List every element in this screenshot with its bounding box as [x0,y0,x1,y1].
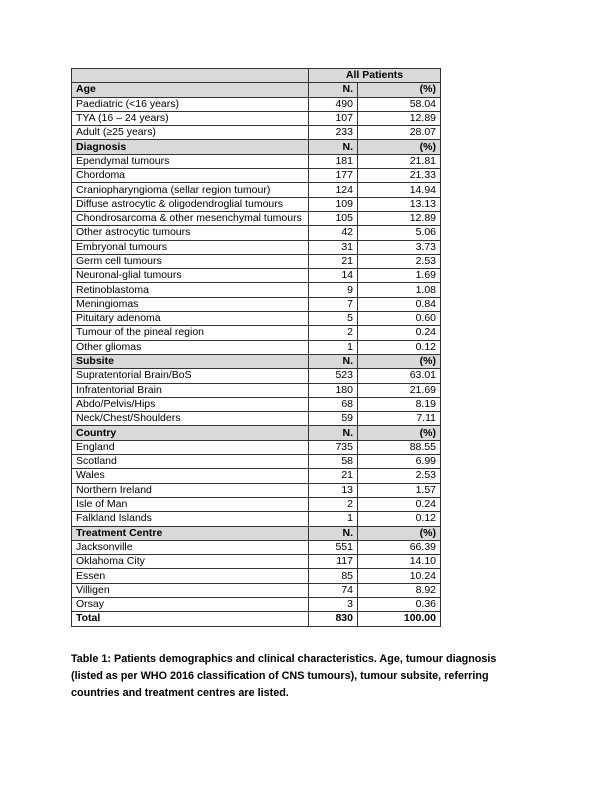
total-row [72,612,441,626]
n-column-header: N. [309,83,358,97]
row-count: 523 [309,369,358,383]
row-percent: 12.89 [358,211,441,225]
row-count: 58 [309,455,358,469]
percent-column-header: (%) [358,354,441,368]
table-row [72,340,441,354]
row-count: 735 [309,440,358,454]
row-count: 109 [309,197,358,211]
table-row [72,269,441,283]
row-label: Abdo/Pelvis/Hips [72,397,309,411]
section-title: Diagnosis [72,140,309,154]
row-label: Embryonal tumours [72,240,309,254]
row-count: 117 [309,555,358,569]
row-percent: 2.53 [358,469,441,483]
row-label: Ependymal tumours [72,154,309,168]
section-title: Treatment Centre [72,526,309,540]
row-percent: 3.73 [358,240,441,254]
table-row [72,412,441,426]
row-label: TYA (16 – 24 years) [72,111,309,125]
row-count: 21 [309,469,358,483]
total-percent: 100.00 [358,612,441,626]
row-count: 21 [309,254,358,268]
row-count: 3 [309,597,358,611]
row-count: 68 [309,397,358,411]
row-label: Paediatric (<16 years) [72,97,309,111]
row-label: Craniopharyngioma (sellar region tumour) [72,183,309,197]
empty-header-cell [72,69,309,83]
table-row [72,254,441,268]
table-row [72,455,441,469]
table-body [72,69,441,627]
table-row [72,512,441,526]
table-row [72,297,441,311]
row-percent: 0.24 [358,326,441,340]
row-label: Scotland [72,455,309,469]
table-row [72,197,441,211]
row-count: 42 [309,226,358,240]
row-percent: 0.36 [358,597,441,611]
row-count: 1 [309,512,358,526]
row-percent: 12.89 [358,111,441,125]
row-label: Chondrosarcoma & other mesenchymal tumours [72,211,309,225]
row-count: 7 [309,297,358,311]
table-row [72,226,441,240]
row-count: 31 [309,240,358,254]
row-label: Isle of Man [72,497,309,511]
row-percent: 28.07 [358,126,441,140]
table-row [72,240,441,254]
row-percent: 88.55 [358,440,441,454]
row-count: 2 [309,497,358,511]
section-header-row [72,83,441,97]
table-row [72,211,441,225]
table-row [72,169,441,183]
section-header-row [72,354,441,368]
row-label: Infratentorial Brain [72,383,309,397]
table-row [72,369,441,383]
row-percent: 2.53 [358,254,441,268]
row-percent: 0.60 [358,312,441,326]
table-row [72,483,441,497]
section-header-row [72,526,441,540]
row-count: 177 [309,169,358,183]
total-count: 830 [309,612,358,626]
row-count: 551 [309,540,358,554]
row-label: Chordoma [72,169,309,183]
table-row [72,97,441,111]
row-count: 13 [309,483,358,497]
n-column-header: N. [309,426,358,440]
patient-characteristics-table [71,68,441,627]
row-label: Jacksonville [72,540,309,554]
n-column-header: N. [309,140,358,154]
section-title: Subsite [72,354,309,368]
row-percent: 7.11 [358,412,441,426]
row-label: Supratentorial Brain/BoS [72,369,309,383]
row-count: 1 [309,340,358,354]
row-percent: 21.33 [358,169,441,183]
row-label: Northern Ireland [72,483,309,497]
row-label: Other astrocytic tumours [72,226,309,240]
row-label: Neck/Chest/Shoulders [72,412,309,426]
row-count: 180 [309,383,358,397]
table-row [72,583,441,597]
table-row [72,597,441,611]
table-row [72,569,441,583]
row-percent: 66.39 [358,540,441,554]
row-percent: 21.81 [358,154,441,168]
row-percent: 0.24 [358,497,441,511]
table-row [72,183,441,197]
row-percent: 8.92 [358,583,441,597]
row-count: 490 [309,97,358,111]
table-row [72,326,441,340]
row-label: Adult (≥25 years) [72,126,309,140]
row-label: England [72,440,309,454]
row-count: 233 [309,126,358,140]
row-count: 14 [309,269,358,283]
row-label: Other gliomas [72,340,309,354]
all-patients-header: All Patients [309,69,441,83]
row-label: Retinoblastoma [72,283,309,297]
row-percent: 6.99 [358,455,441,469]
n-column-header: N. [309,354,358,368]
section-title: Country [72,426,309,440]
row-count: 124 [309,183,358,197]
section-header-row [72,140,441,154]
row-label: Essen [72,569,309,583]
percent-column-header: (%) [358,140,441,154]
table-row [72,440,441,454]
row-count: 181 [309,154,358,168]
row-count: 2 [309,326,358,340]
row-label: Neuronal-glial tumours [72,269,309,283]
row-percent: 13.13 [358,197,441,211]
percent-column-header: (%) [358,426,441,440]
section-title: Age [72,83,309,97]
section-header-row [72,426,441,440]
row-count: 5 [309,312,358,326]
row-count: 85 [309,569,358,583]
row-label: Wales [72,469,309,483]
table-top-header-row [72,69,441,83]
row-percent: 8.19 [358,397,441,411]
table-row [72,283,441,297]
row-percent: 14.94 [358,183,441,197]
n-column-header: N. [309,526,358,540]
row-percent: 0.12 [358,340,441,354]
table-row [72,312,441,326]
row-count: 107 [309,111,358,125]
row-percent: 1.69 [358,269,441,283]
total-label: Total [72,612,309,626]
table-row [72,154,441,168]
row-percent: 58.04 [358,97,441,111]
row-percent: 0.12 [358,512,441,526]
row-percent: 1.08 [358,283,441,297]
row-label: Orsay [72,597,309,611]
row-label: Oklahoma City [72,555,309,569]
row-count: 105 [309,211,358,225]
table-row [72,469,441,483]
row-label: Tumour of the pineal region [72,326,309,340]
row-percent: 0.84 [358,297,441,311]
row-label: Meningiomas [72,297,309,311]
row-label: Germ cell tumours [72,254,309,268]
table-row [72,397,441,411]
table-row [72,383,441,397]
row-count: 9 [309,283,358,297]
row-percent: 63.01 [358,369,441,383]
row-percent: 1.57 [358,483,441,497]
table-row [72,497,441,511]
table-caption: Table 1: Patients demographics and clinical characteristics. Age, tumour diagnosis (listed as per WHO 2016 classification of CNS tumours), tumour subsite, referring countries and treatment centres are listed. [71,653,497,699]
row-count: 59 [309,412,358,426]
row-label: Falkland Islands [72,512,309,526]
percent-column-header: (%) [358,83,441,97]
row-label: Diffuse astrocytic & oligodendroglial tumours [72,197,309,211]
row-label: Villigen [72,583,309,597]
row-count: 74 [309,583,358,597]
row-percent: 5.06 [358,226,441,240]
row-percent: 14.10 [358,555,441,569]
row-percent: 21.69 [358,383,441,397]
table-row [72,555,441,569]
table-row [72,126,441,140]
row-label: Pituitary adenoma [72,312,309,326]
percent-column-header: (%) [358,526,441,540]
table-row [72,540,441,554]
row-percent: 10.24 [358,569,441,583]
table-row [72,111,441,125]
